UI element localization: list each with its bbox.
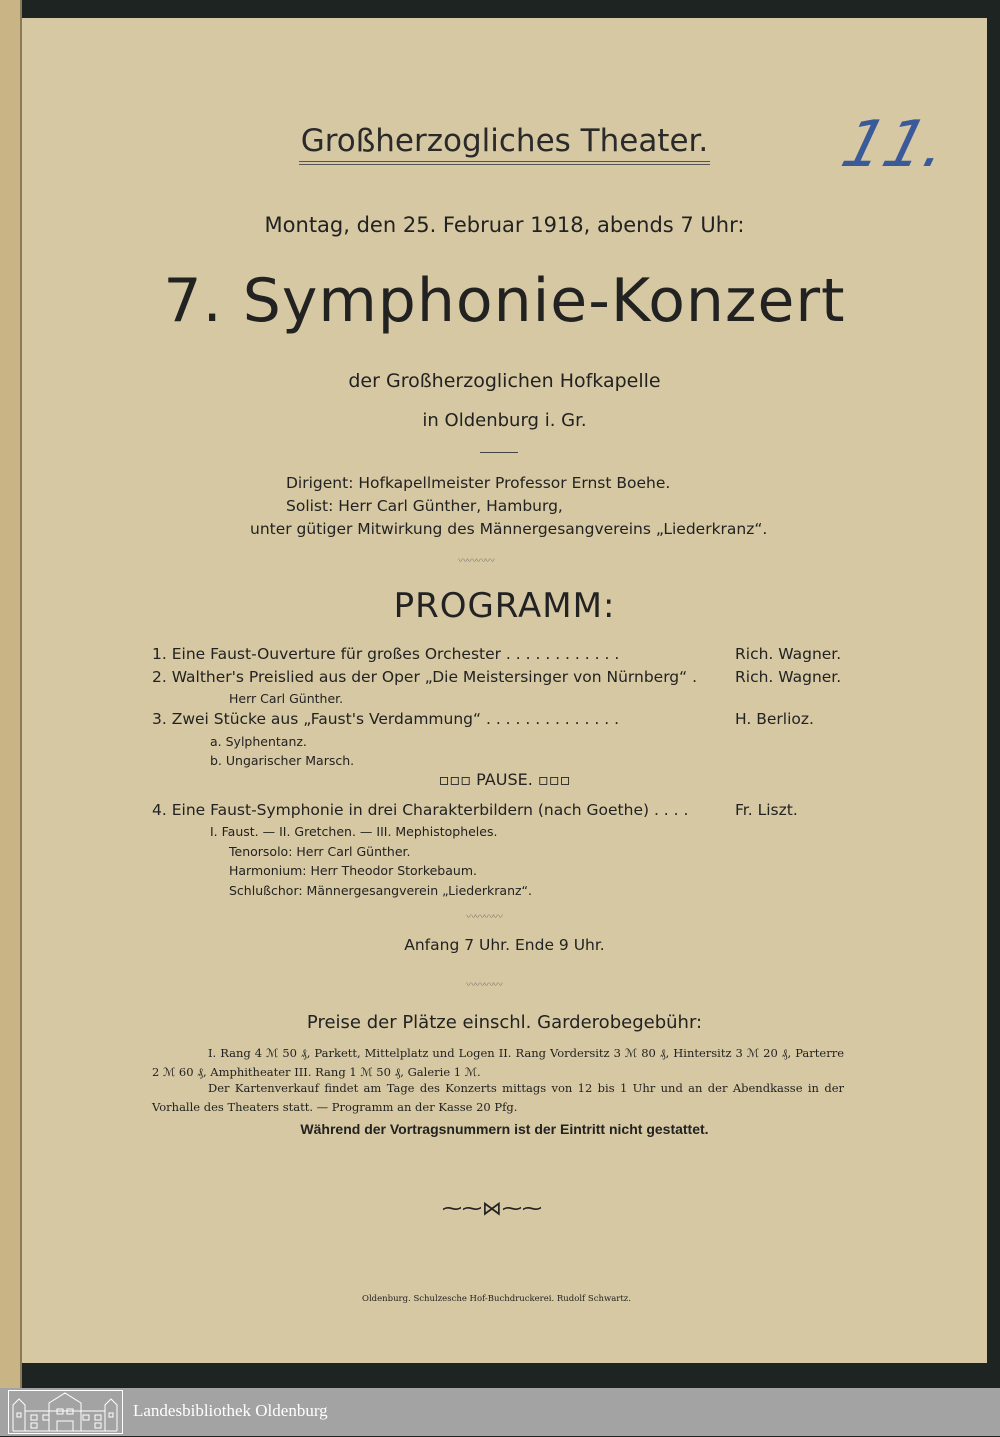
printer-imprint: Oldenburg. Schulzesche Hof-Buchdruckerei. Rudolf Schwartz.: [362, 1294, 631, 1304]
ornament-divider: 〰〰〰〰: [466, 912, 502, 923]
concert-date: Montag, den 25. Februar 1918, abends 7 Uhr:: [264, 213, 745, 237]
start-end-times: Anfang 7 Uhr. Ende 9 Uhr.: [404, 936, 605, 954]
item-note: Tenorsolo: Herr Carl Günther.: [229, 844, 411, 859]
choir: unter gütiger Mitwirkung des Männergesangvereins „Liederkranz“.: [250, 520, 768, 538]
soloist: Solist: Herr Carl Günther, Hamburg,: [286, 497, 563, 515]
book-spine-edge: [0, 0, 22, 1388]
ornament-divider: 〰〰〰〰: [458, 556, 494, 567]
item-note: I. Faust. — II. Gretchen. — III. Mephistopheles.: [210, 824, 498, 839]
prices-heading: Preise der Plätze einschl. Garderobegebühr:: [306, 1012, 703, 1033]
item-note: Schlußchor: Männergesangverein „Liederkranz“.: [229, 883, 533, 898]
program-item: 3. Zwei Stücke aus „Faust's Verdammung“ . . . . . . . . . . . . . . H. Berlioz.: [152, 710, 814, 728]
library-name: Landesbibliothek Oldenburg: [133, 1401, 328, 1420]
ornament-divider: 〰〰〰〰: [466, 980, 502, 991]
item-note: Harmonium: Herr Theodor Storkebaum.: [229, 863, 477, 878]
concert-program-page: [22, 18, 987, 1363]
location: in Oldenburg i. Gr.: [422, 410, 587, 431]
program-item: 2. Walther's Preislied aus der Oper „Die Meistersinger von Nürnberg“ . Rich. Wagner.: [152, 668, 842, 686]
handwritten-number: 11.: [834, 108, 956, 182]
prices-text: I. Rang 4 ℳ 50 ₰, Parkett, Mittelplatz und Logen II. Rang Vordersitz 3 ℳ 80 ₰, Hintersitz 3 ℳ 20 ₰, Parterre 2 ℳ 60 ₰, Amphitheater III. Rang 1 ℳ 50 ₰, Galerie 1 ℳ.: [152, 1046, 844, 1079]
concert-title: 7. Symphonie-Konzert: [163, 266, 846, 336]
program-item: 1. Eine Faust-Ouverture für großes Orchester . . . . . . . . . . . . Rich. Wagner.: [152, 645, 842, 663]
ticket-sale-text: Der Kartenverkauf findet am Tage des Konzerts mittags von 12 bis 1 Uhr und an der Abendkasse in der Vorhalle des Theaters statt. — Programm an der Kasse 20 Pfg.: [152, 1081, 844, 1114]
theater-name: Großherzogliches Theater.: [299, 123, 711, 165]
program-heading: PROGRAMM:: [393, 586, 616, 626]
item-note: Herr Carl Günther.: [229, 691, 344, 706]
library-building-logo: [8, 1390, 123, 1434]
orchestra: der Großherzoglichen Hofkapelle: [348, 370, 661, 392]
divider: [480, 452, 518, 453]
item-note: b. Ungarischer Marsch.: [210, 753, 355, 768]
pause: ▫▫▫ PAUSE. ▫▫▫: [438, 770, 571, 789]
library-footer: [0, 1388, 1000, 1436]
entry-notice: Während der Vortragsnummern ist der Eintritt nicht gestattet.: [300, 1121, 709, 1137]
program-item: 4. Eine Faust-Symphonie in drei Charakterbildern (nach Goethe) . . . . Fr. Liszt.: [152, 801, 798, 819]
item-note: a. Sylphentanz.: [210, 734, 307, 749]
conductor: Dirigent: Hofkapellmeister Professor Ernst Boehe.: [286, 474, 671, 492]
bow-ornament: ⁓⁓⋈⁓⁓: [442, 1196, 542, 1220]
